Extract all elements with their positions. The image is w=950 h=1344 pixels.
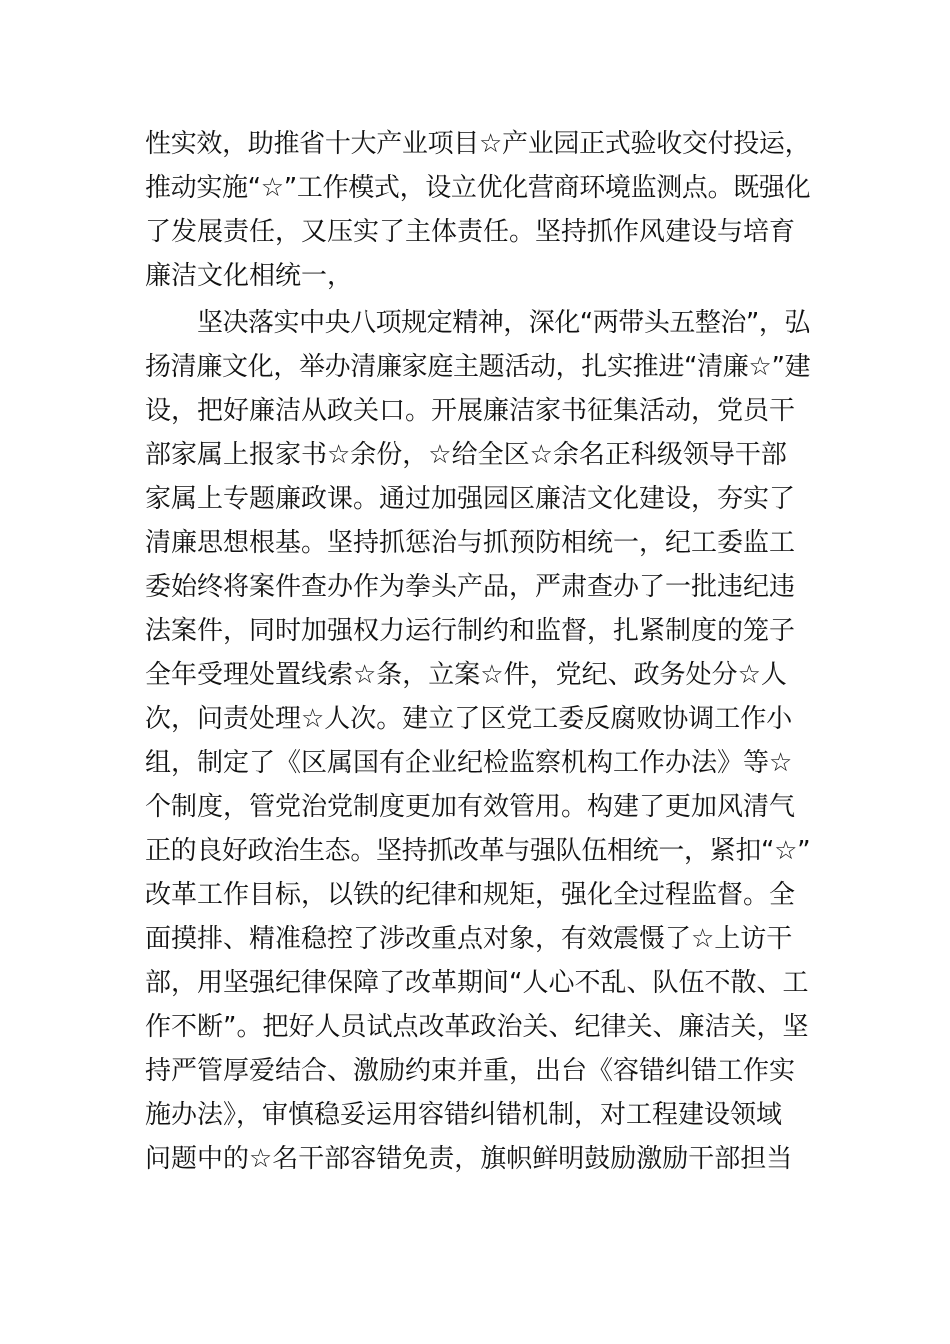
text-line: 设，把好廉洁从政关口。开展廉洁家书征集活动，党员干 (145, 396, 796, 426)
paragraph-first-line: 坚决落实中央八项规定精神，深化“两带头五整治”，弘 (197, 308, 810, 338)
text-line: 家属上专题廉政课。通过加强园区廉洁文化建设，夯实了 (145, 484, 796, 514)
text-line: 委始终将案件查办作为拳头产品，严肃查办了一批违纪违 (145, 572, 796, 602)
text-line: 部，用坚强纪律保障了改革期间“人心不乱、队伍不散、工 (145, 968, 809, 998)
text-line: 部家属上报家书☆余份，☆给全区☆余名正科级领导干部 (145, 440, 787, 470)
text-line: 性实效，助推省十大产业项目☆产业园正式验收交付投运， (145, 129, 811, 159)
text-line: 改革工作目标，以铁的纪律和规矩，强化全过程监督。全 (145, 880, 796, 910)
text-line: 面摸排、精准稳控了涉改重点对象，有效震慑了☆上访干 (145, 924, 793, 954)
text-line: 全年受理处置线索☆条，立案☆件，党纪、政务处分☆人 (145, 660, 787, 690)
text-line: 持严管厚爱结合、激励约束并重，出台《容错纠错工作实 (145, 1056, 796, 1086)
text-line: 法案件，同时加强权力运行制约和监督，扎紧制度的笼子 (145, 616, 796, 646)
text-line: 正的良好政治生态。坚持抓改革与强队伍相统一，紧扣“☆” (145, 836, 811, 866)
text-line: 作不断”。把好人员试点改革政治关、纪律关、廉洁关，坚 (145, 1012, 809, 1042)
text-line: 组，制定了《区属国有企业纪检监察机构工作办法》等☆ (145, 748, 793, 778)
text-line: 扬清廉文化，举办清廉家庭主题活动，扎实推进“清廉☆”建 (145, 352, 811, 382)
text-line: 清廉思想根基。坚持抓惩治与抓预防相统一，纪工委监工 (145, 528, 796, 558)
text-line: 施办法》，审慎稳妥运用容错纠错机制，对工程建设领域 (145, 1100, 783, 1130)
text-line: 推动实施“☆”工作模式，设立优化营商环境监测点。既强化 (145, 173, 811, 203)
text-line: 廉洁文化相统一， (145, 261, 354, 291)
text-line: 问题中的☆名干部容错免责，旗帜鲜明鼓励激励干部担当 (145, 1144, 793, 1174)
text-line: 个制度，管党治党制度更加有效管用。构建了更加风清气 (145, 792, 796, 822)
text-line: 次，问责处理☆人次。建立了区党工委反腐败协调工作小 (145, 704, 793, 734)
text-line: 了发展责任，又压实了主体责任。坚持抓作风建设与培育 (145, 217, 796, 247)
